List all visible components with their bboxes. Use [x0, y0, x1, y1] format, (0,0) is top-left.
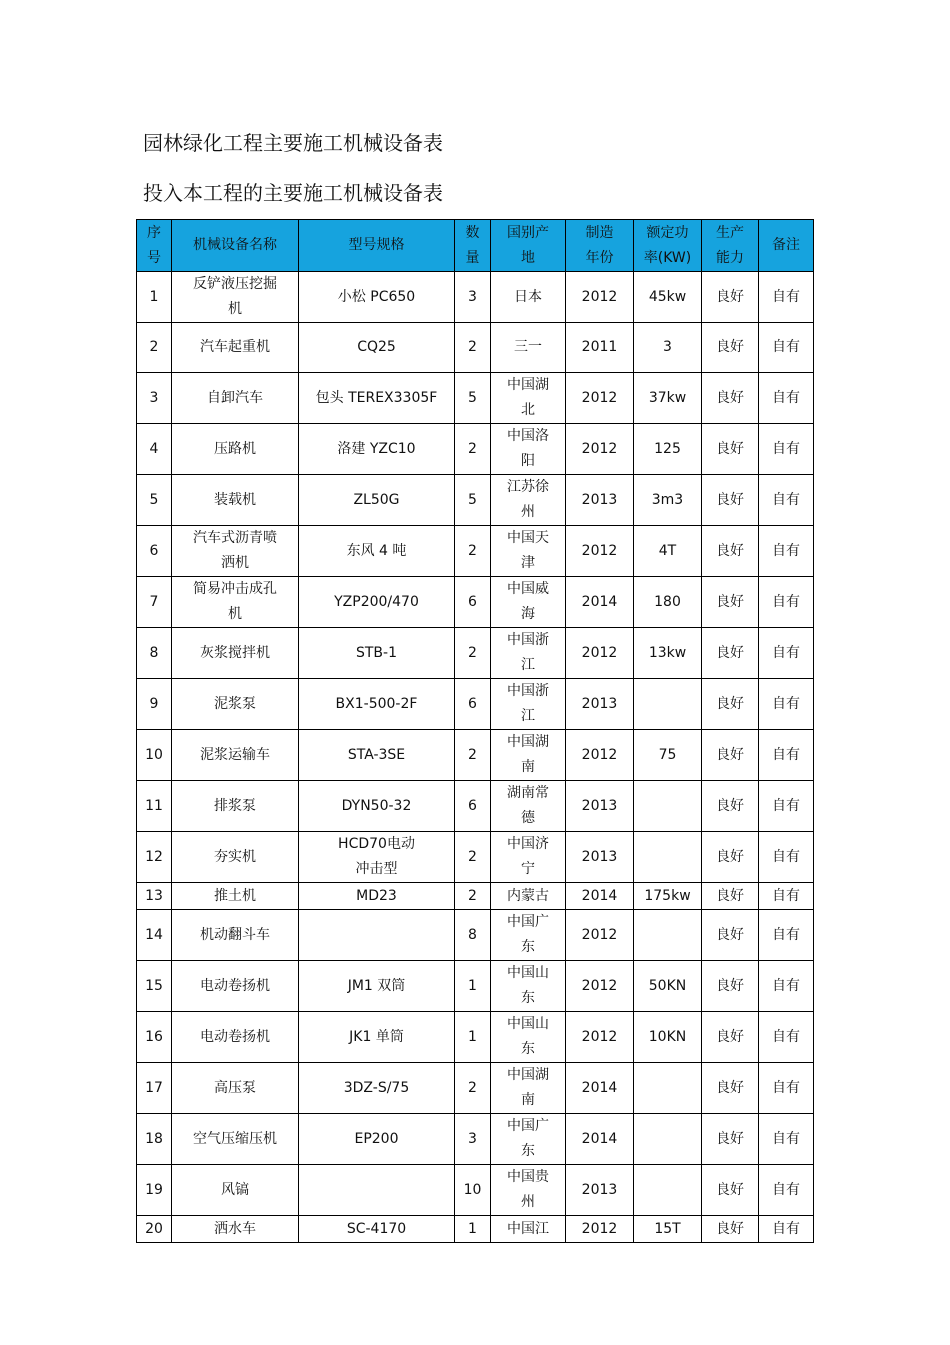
- cell-note: 自有: [759, 1012, 814, 1063]
- cell-year: 2012: [566, 424, 634, 475]
- cell-power: [634, 1063, 702, 1114]
- cell-power: 45kw: [634, 272, 702, 323]
- cell-model: 东风 4 吨: [299, 526, 455, 577]
- cell-qty: 2: [455, 526, 491, 577]
- table-row: [137, 272, 814, 323]
- table-row: [137, 730, 814, 781]
- cell-year: 2014: [566, 1063, 634, 1114]
- cell-power: 15T: [634, 1216, 702, 1243]
- document-title: 园林绿化工程主要施工机械设备表: [143, 131, 443, 155]
- cell-name: 排浆泵: [172, 781, 299, 832]
- cell-origin: 中国威 海: [491, 577, 566, 628]
- cell-capacity: 良好: [702, 577, 759, 628]
- cell-power: [634, 832, 702, 883]
- cell-capacity: 良好: [702, 1114, 759, 1165]
- cell-name: 电动卷扬机: [172, 961, 299, 1012]
- cell-origin: 中国济 宁: [491, 832, 566, 883]
- cell-capacity: 良好: [702, 730, 759, 781]
- column-header: 制造 年份: [566, 220, 634, 272]
- cell-year: 2012: [566, 526, 634, 577]
- cell-capacity: 良好: [702, 424, 759, 475]
- cell-model: EP200: [299, 1114, 455, 1165]
- cell-note: 自有: [759, 526, 814, 577]
- cell-note: 自有: [759, 475, 814, 526]
- cell-name: 夯实机: [172, 832, 299, 883]
- cell-power: [634, 1114, 702, 1165]
- cell-origin: 湖南常 德: [491, 781, 566, 832]
- cell-qty: 1: [455, 1012, 491, 1063]
- cell-capacity: 良好: [702, 272, 759, 323]
- table-row: [137, 1063, 814, 1114]
- cell-qty: 1: [455, 1216, 491, 1243]
- cell-no: 2: [137, 323, 172, 373]
- cell-name: 汽车起重机: [172, 323, 299, 373]
- cell-model: HCD70电动 冲击型: [299, 832, 455, 883]
- column-header: 生产 能力: [702, 220, 759, 272]
- table-header-row: [137, 220, 814, 272]
- cell-power: [634, 1165, 702, 1216]
- cell-model: [299, 1165, 455, 1216]
- cell-model: [299, 910, 455, 961]
- cell-capacity: 良好: [702, 679, 759, 730]
- cell-qty: 2: [455, 323, 491, 373]
- cell-note: 自有: [759, 577, 814, 628]
- cell-name: 反铲液压挖掘 机: [172, 272, 299, 323]
- cell-power: [634, 679, 702, 730]
- cell-name: 机动翻斗车: [172, 910, 299, 961]
- cell-capacity: 良好: [702, 323, 759, 373]
- cell-qty: 2: [455, 424, 491, 475]
- cell-note: 自有: [759, 910, 814, 961]
- column-header: 序 号: [137, 220, 172, 272]
- table-row: [137, 1114, 814, 1165]
- cell-model: SC-4170: [299, 1216, 455, 1243]
- cell-no: 11: [137, 781, 172, 832]
- table-row: [137, 373, 814, 424]
- cell-qty: 6: [455, 781, 491, 832]
- cell-power: 13kw: [634, 628, 702, 679]
- cell-origin: 内蒙古: [491, 883, 566, 910]
- column-header: 国别产 地: [491, 220, 566, 272]
- cell-name: 灰浆搅拌机: [172, 628, 299, 679]
- table-row: [137, 1012, 814, 1063]
- column-header: 数 量: [455, 220, 491, 272]
- cell-origin: 中国湖 北: [491, 373, 566, 424]
- cell-no: 3: [137, 373, 172, 424]
- cell-origin: 中国洛 阳: [491, 424, 566, 475]
- cell-note: 自有: [759, 323, 814, 373]
- cell-name: 空气压缩压机: [172, 1114, 299, 1165]
- cell-qty: 2: [455, 883, 491, 910]
- cell-model: 3DZ-S/75: [299, 1063, 455, 1114]
- cell-qty: 6: [455, 679, 491, 730]
- cell-name: 电动卷扬机: [172, 1012, 299, 1063]
- cell-power: 4T: [634, 526, 702, 577]
- cell-year: 2014: [566, 883, 634, 910]
- cell-capacity: 良好: [702, 781, 759, 832]
- cell-power: 180: [634, 577, 702, 628]
- cell-capacity: 良好: [702, 1165, 759, 1216]
- cell-year: 2011: [566, 323, 634, 373]
- table-row: [137, 961, 814, 1012]
- cell-origin: 中国天 津: [491, 526, 566, 577]
- cell-qty: 6: [455, 577, 491, 628]
- cell-note: 自有: [759, 424, 814, 475]
- cell-qty: 10: [455, 1165, 491, 1216]
- cell-capacity: 良好: [702, 526, 759, 577]
- column-header: 型号规格: [299, 220, 455, 272]
- cell-capacity: 良好: [702, 1012, 759, 1063]
- cell-no: 12: [137, 832, 172, 883]
- cell-model: YZP200/470: [299, 577, 455, 628]
- cell-model: DYN50-32: [299, 781, 455, 832]
- cell-capacity: 良好: [702, 832, 759, 883]
- table-row: [137, 883, 814, 910]
- cell-note: 自有: [759, 883, 814, 910]
- table-row: [137, 1216, 814, 1243]
- cell-origin: 中国山 东: [491, 1012, 566, 1063]
- column-header: 额定功 率(KW): [634, 220, 702, 272]
- cell-no: 10: [137, 730, 172, 781]
- cell-power: [634, 910, 702, 961]
- cell-no: 13: [137, 883, 172, 910]
- cell-origin: 中国贵 州: [491, 1165, 566, 1216]
- cell-model: BX1-500-2F: [299, 679, 455, 730]
- cell-qty: 5: [455, 475, 491, 526]
- cell-name: 推土机: [172, 883, 299, 910]
- table-row: [137, 323, 814, 373]
- cell-qty: 3: [455, 272, 491, 323]
- cell-year: 2014: [566, 577, 634, 628]
- cell-name: 装载机: [172, 475, 299, 526]
- cell-year: 2012: [566, 373, 634, 424]
- cell-qty: 2: [455, 832, 491, 883]
- cell-year: 2012: [566, 1012, 634, 1063]
- cell-origin: 中国江: [491, 1216, 566, 1243]
- cell-power: 125: [634, 424, 702, 475]
- cell-note: 自有: [759, 730, 814, 781]
- cell-name: 高压泵: [172, 1063, 299, 1114]
- cell-no: 18: [137, 1114, 172, 1165]
- cell-year: 2012: [566, 1216, 634, 1243]
- cell-power: 175kw: [634, 883, 702, 910]
- cell-power: [634, 781, 702, 832]
- cell-no: 4: [137, 424, 172, 475]
- cell-year: 2013: [566, 1165, 634, 1216]
- table-row: [137, 832, 814, 883]
- cell-model: 包头 TEREX3305F: [299, 373, 455, 424]
- cell-qty: 2: [455, 628, 491, 679]
- cell-model: JK1 单筒: [299, 1012, 455, 1063]
- cell-note: 自有: [759, 1216, 814, 1243]
- cell-origin: 中国广 东: [491, 910, 566, 961]
- cell-note: 自有: [759, 1063, 814, 1114]
- cell-note: 自有: [759, 373, 814, 424]
- cell-model: CQ25: [299, 323, 455, 373]
- cell-model: JM1 双筒: [299, 961, 455, 1012]
- cell-note: 自有: [759, 1165, 814, 1216]
- cell-capacity: 良好: [702, 1063, 759, 1114]
- cell-model: MD23: [299, 883, 455, 910]
- cell-model: 小松 PC650: [299, 272, 455, 323]
- cell-capacity: 良好: [702, 628, 759, 679]
- cell-no: 15: [137, 961, 172, 1012]
- cell-no: 19: [137, 1165, 172, 1216]
- cell-name: 简易冲击成孔 机: [172, 577, 299, 628]
- cell-capacity: 良好: [702, 961, 759, 1012]
- cell-note: 自有: [759, 961, 814, 1012]
- cell-power: 3m3: [634, 475, 702, 526]
- cell-power: 50KN: [634, 961, 702, 1012]
- cell-no: 16: [137, 1012, 172, 1063]
- cell-year: 2012: [566, 730, 634, 781]
- table-row: [137, 1165, 814, 1216]
- cell-capacity: 良好: [702, 1216, 759, 1243]
- cell-origin: 三一: [491, 323, 566, 373]
- table-row: [137, 628, 814, 679]
- cell-year: 2013: [566, 679, 634, 730]
- cell-no: 1: [137, 272, 172, 323]
- cell-no: 20: [137, 1216, 172, 1243]
- table-row: [137, 781, 814, 832]
- cell-year: 2012: [566, 961, 634, 1012]
- cell-name: 泥浆泵: [172, 679, 299, 730]
- cell-name: 压路机: [172, 424, 299, 475]
- cell-no: 5: [137, 475, 172, 526]
- cell-qty: 1: [455, 961, 491, 1012]
- cell-year: 2012: [566, 910, 634, 961]
- cell-year: 2014: [566, 1114, 634, 1165]
- table-title: 投入本工程的主要施工机械设备表: [143, 181, 443, 205]
- cell-note: 自有: [759, 781, 814, 832]
- cell-qty: 3: [455, 1114, 491, 1165]
- cell-origin: 中国广 东: [491, 1114, 566, 1165]
- cell-origin: 中国湖 南: [491, 1063, 566, 1114]
- table-row: [137, 577, 814, 628]
- cell-name: 自卸汽车: [172, 373, 299, 424]
- cell-capacity: 良好: [702, 373, 759, 424]
- cell-capacity: 良好: [702, 883, 759, 910]
- cell-origin: 中国湖 南: [491, 730, 566, 781]
- cell-capacity: 良好: [702, 910, 759, 961]
- cell-year: 2013: [566, 781, 634, 832]
- cell-no: 17: [137, 1063, 172, 1114]
- cell-note: 自有: [759, 1114, 814, 1165]
- cell-no: 8: [137, 628, 172, 679]
- cell-note: 自有: [759, 272, 814, 323]
- table-body: [137, 272, 814, 1243]
- cell-no: 14: [137, 910, 172, 961]
- cell-power: 10KN: [634, 1012, 702, 1063]
- cell-no: 7: [137, 577, 172, 628]
- cell-name: 洒水车: [172, 1216, 299, 1243]
- table-row: [137, 475, 814, 526]
- cell-note: 自有: [759, 628, 814, 679]
- cell-power: 37kw: [634, 373, 702, 424]
- cell-year: 2013: [566, 832, 634, 883]
- cell-year: 2012: [566, 628, 634, 679]
- equipment-table: [136, 219, 814, 1243]
- cell-power: 75: [634, 730, 702, 781]
- cell-qty: 2: [455, 730, 491, 781]
- cell-note: 自有: [759, 679, 814, 730]
- cell-no: 9: [137, 679, 172, 730]
- cell-origin: 日本: [491, 272, 566, 323]
- cell-name: 泥浆运输车: [172, 730, 299, 781]
- cell-name: 风镐: [172, 1165, 299, 1216]
- column-header: 机械设备名称: [172, 220, 299, 272]
- cell-origin: 中国山 东: [491, 961, 566, 1012]
- cell-model: STB-1: [299, 628, 455, 679]
- column-header: 备注: [759, 220, 814, 272]
- cell-model: STA-3SE: [299, 730, 455, 781]
- cell-capacity: 良好: [702, 475, 759, 526]
- cell-year: 2012: [566, 272, 634, 323]
- cell-model: 洛建 YZC10: [299, 424, 455, 475]
- cell-no: 6: [137, 526, 172, 577]
- table-row: [137, 526, 814, 577]
- cell-power: 3: [634, 323, 702, 373]
- cell-model: ZL50G: [299, 475, 455, 526]
- cell-origin: 中国浙 江: [491, 679, 566, 730]
- cell-qty: 2: [455, 1063, 491, 1114]
- cell-qty: 8: [455, 910, 491, 961]
- cell-origin: 江苏徐 州: [491, 475, 566, 526]
- cell-origin: 中国浙 江: [491, 628, 566, 679]
- cell-name: 汽车式沥青喷 洒机: [172, 526, 299, 577]
- table-row: [137, 679, 814, 730]
- table-row: [137, 910, 814, 961]
- table-row: [137, 424, 814, 475]
- cell-note: 自有: [759, 832, 814, 883]
- cell-qty: 5: [455, 373, 491, 424]
- cell-year: 2013: [566, 475, 634, 526]
